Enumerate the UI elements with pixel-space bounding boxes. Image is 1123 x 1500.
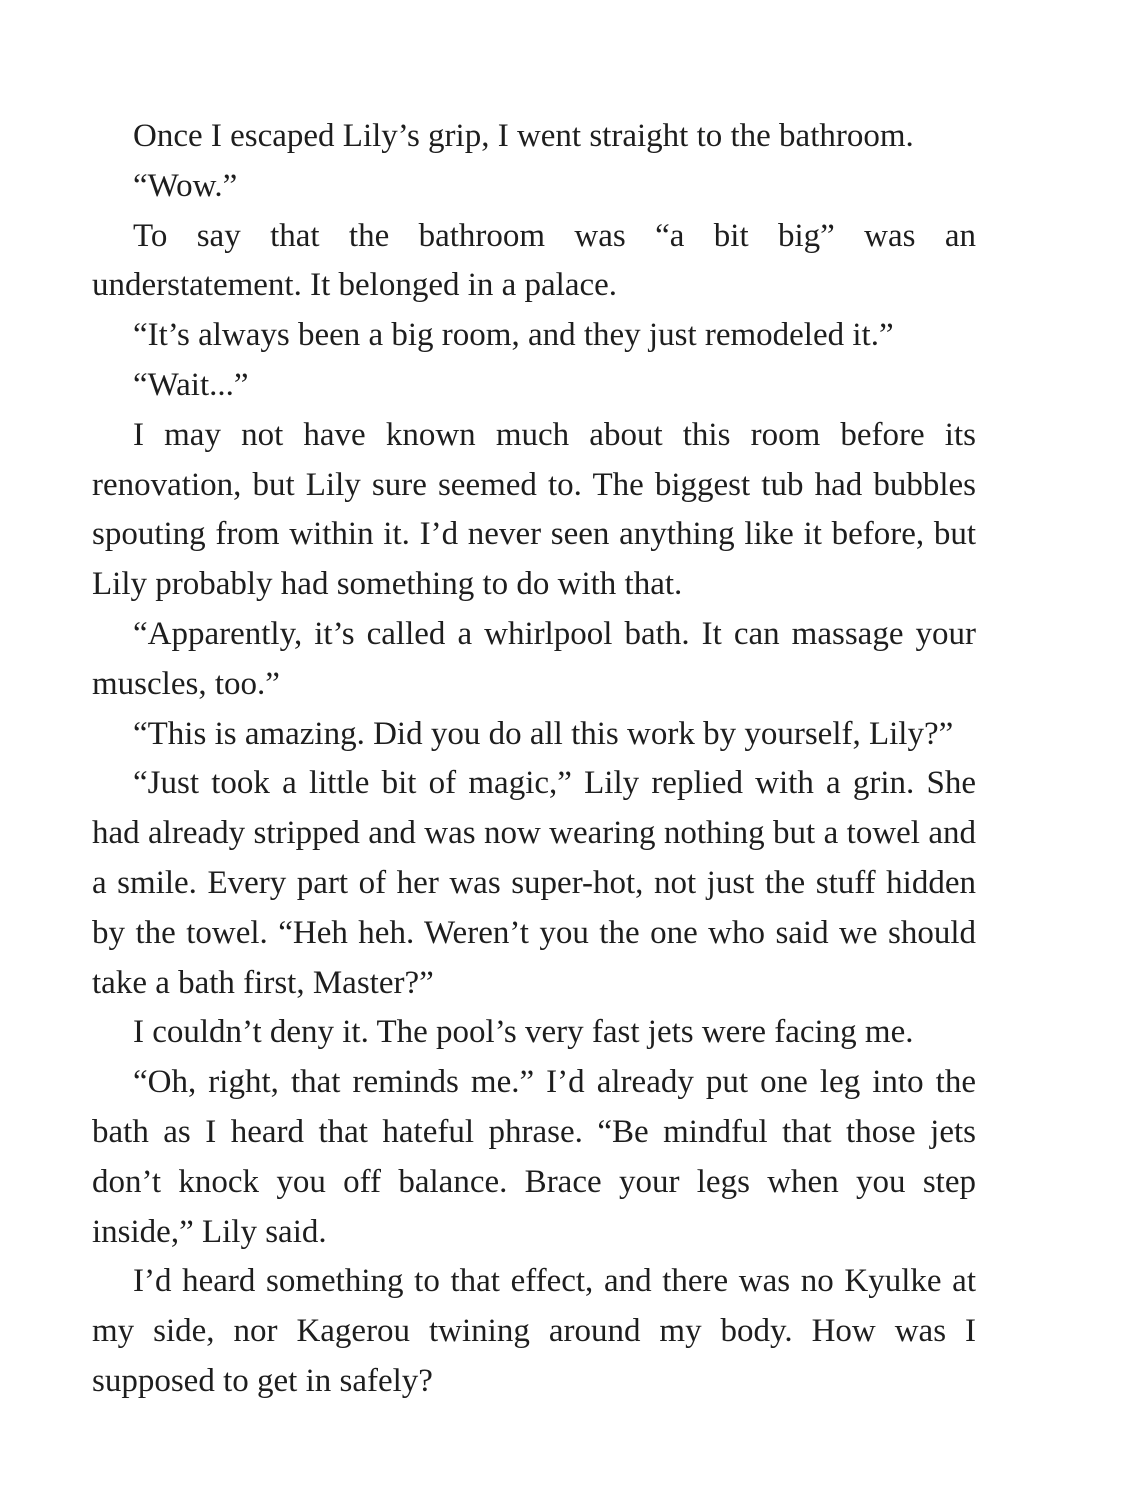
paragraph: “This is amazing. Did you do all this work by yourself, Lily?”: [133, 715, 954, 752]
paragraph: “Apparently, it’s called a whirlpool bath. It can massage your muscles, too.”: [92, 615, 976, 702]
paragraph: I’d heard something to that effect, and there was no Kyulke at my side, nor Kagerou twining around my body. How was I supposed to get in safely?: [92, 1263, 976, 1399]
paragraph: I couldn’t deny it. The pool’s very fast jets were facing me.: [133, 1014, 914, 1051]
paragraph: “It’s always been a big room, and they just remodeled it.”: [133, 317, 894, 354]
paragraph: “Just took a little bit of magic,” Lily replied with a grin. She had already stripped and was now wearing nothing but a towel and a smile. Every part of her was super-hot, not just the stuff hidden by the towel. “Heh heh. Weren’t you the one who said we should take a bath first, Master?”: [92, 765, 976, 1001]
paragraph: Once I escaped Lily’s grip, I went straight to the bathroom.: [133, 118, 914, 154]
paragraph: “Wait...”: [133, 366, 249, 403]
paragraph: “Oh, right, that reminds me.” I’d already put one leg into the bath as I heard that hateful phrase. “Be mindful that those jets don’t knock you off balance. Brace your legs when you step inside,” Lily said.: [92, 1064, 976, 1250]
paragraph: To say that the bathroom was “a bit big” was an understatement. It belonged in a palace.: [92, 217, 976, 304]
book-page: [92, 112, 976, 1407]
paragraph: “Wow.”: [133, 167, 238, 204]
paragraph: I may not have known much about this room before its renovation, but Lily sure seemed to. The biggest tub had bubbles spouting from within it. I’d never seen anything like it before, but Lily probably had something to do with that.: [92, 416, 976, 603]
